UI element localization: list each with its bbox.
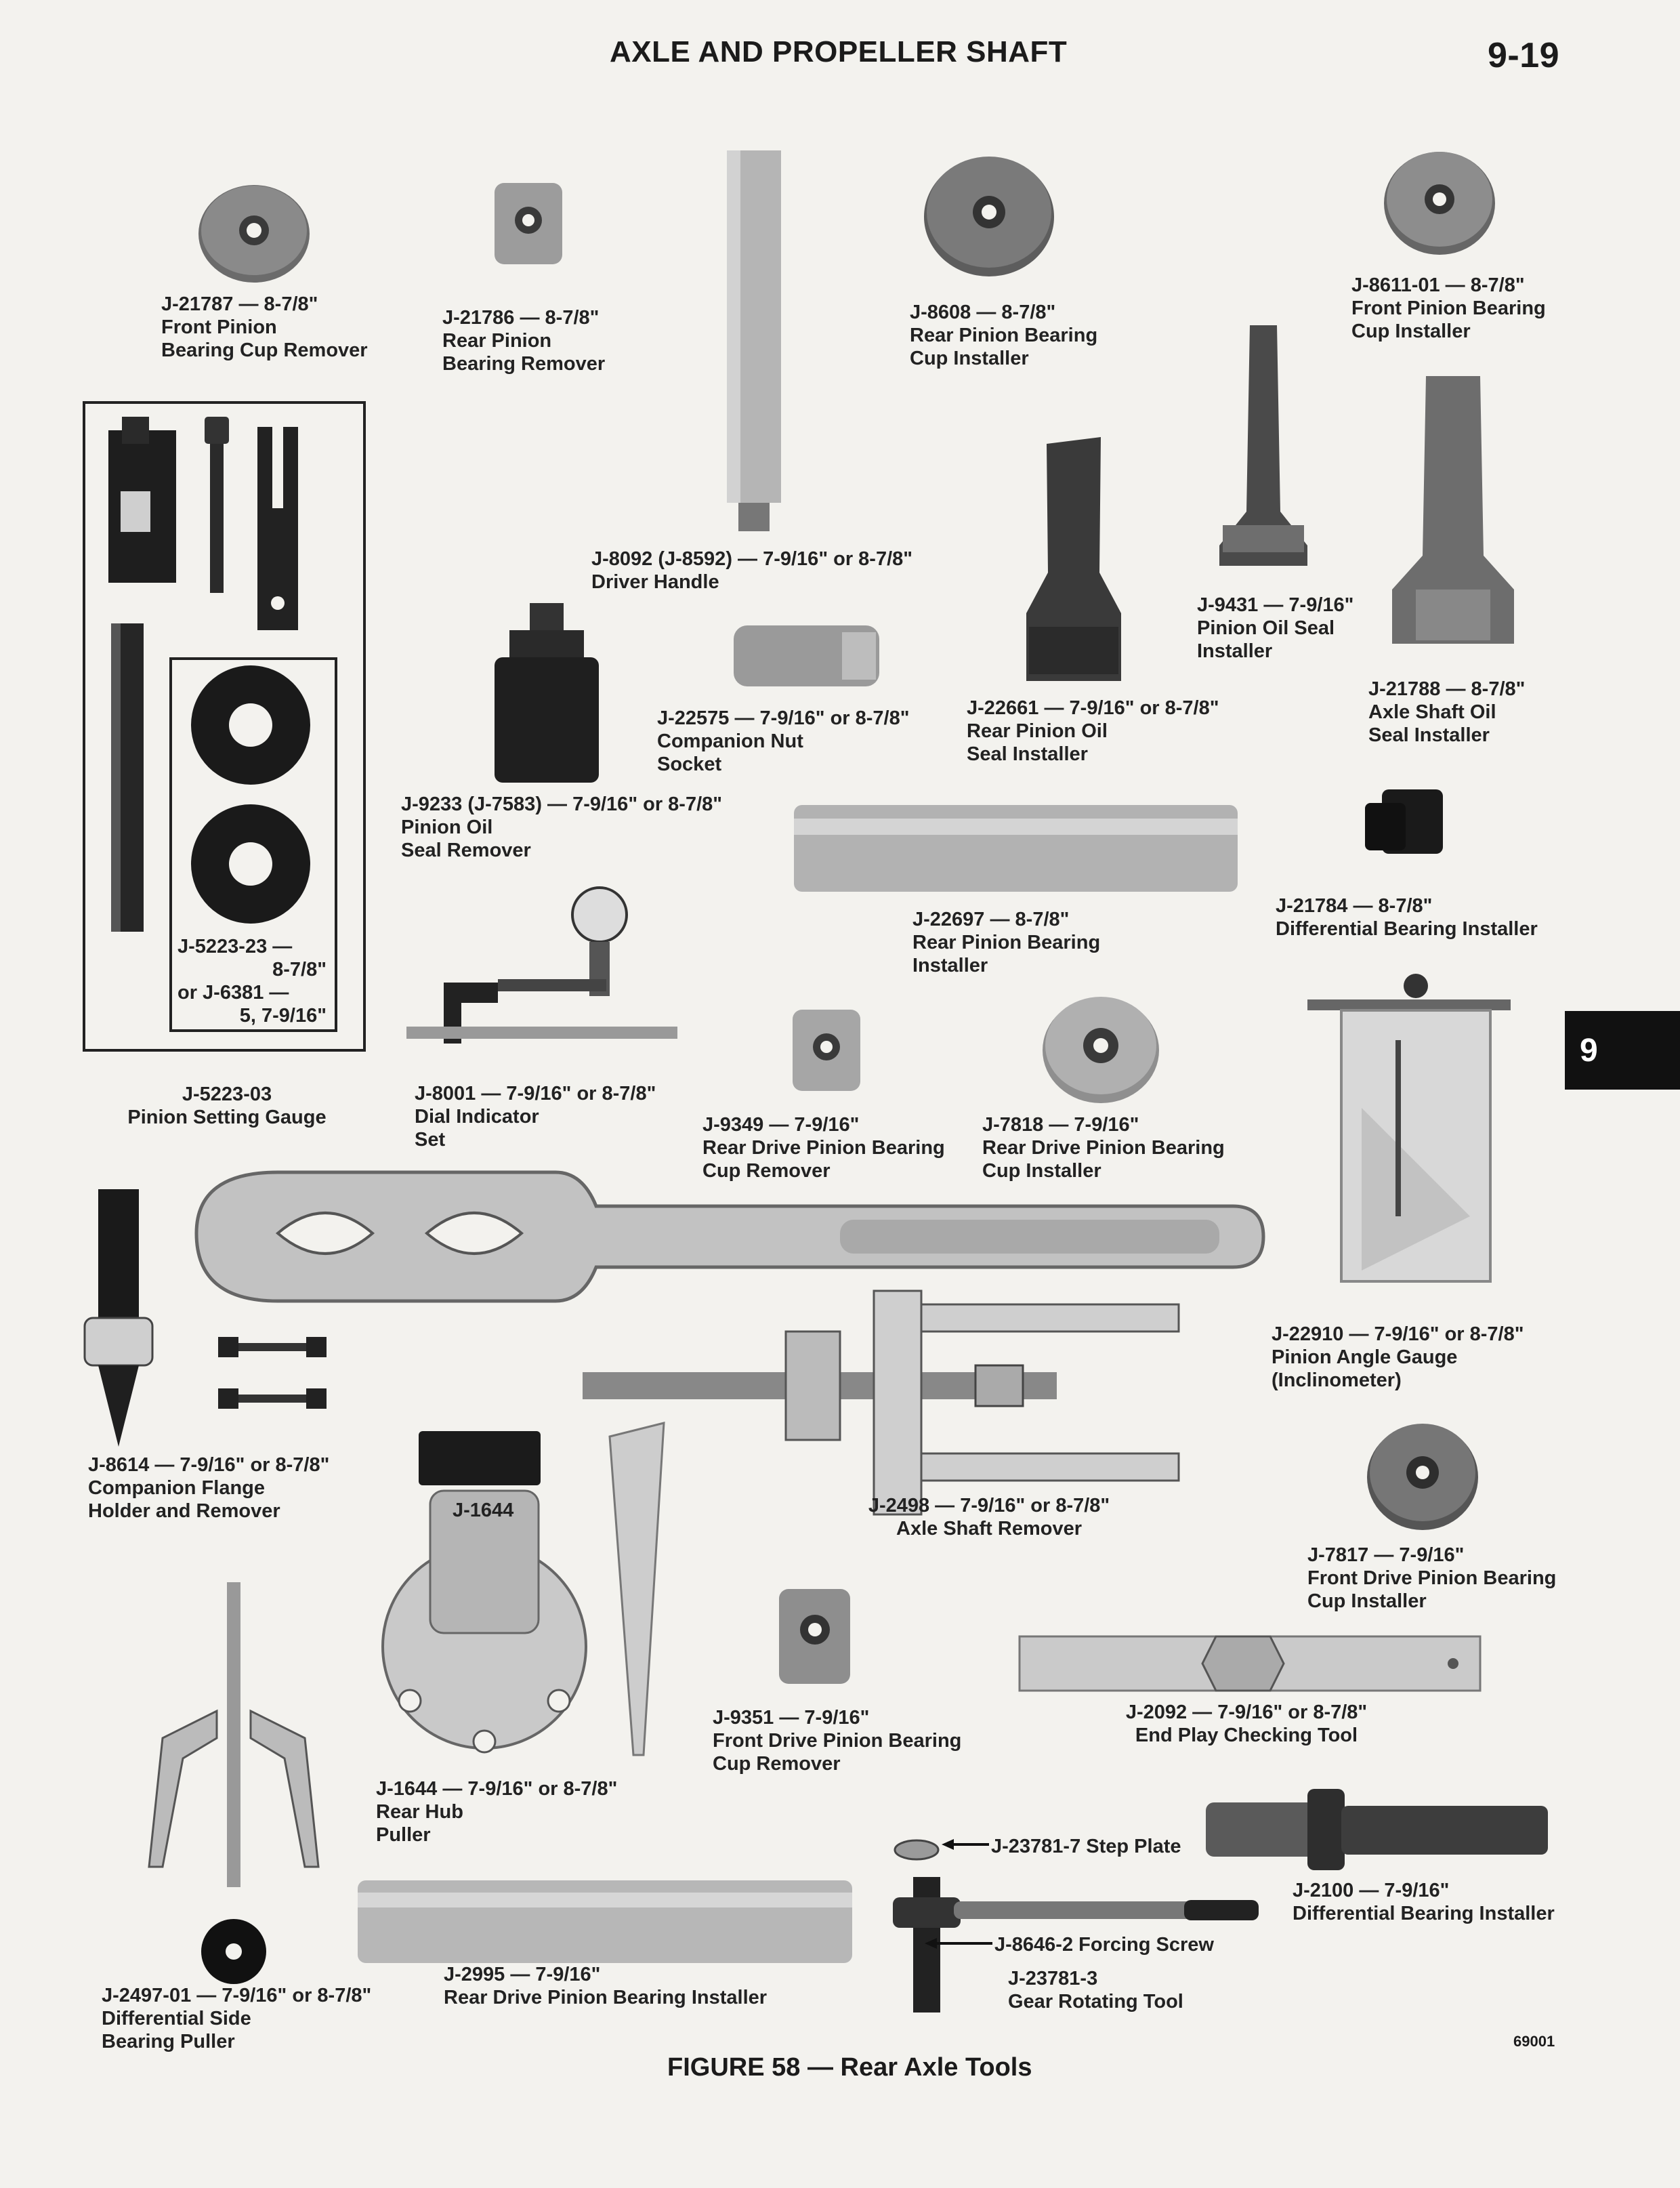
- step-plate-arrow: [942, 1838, 989, 1851]
- caption-j22697: J-22697 — 8-7/8" Rear Pinion Bearing Installer: [912, 909, 1101, 976]
- caption-j9351: J-9351 — 7-9/16" Front Drive Pinion Bearing Cup Remover: [713, 1707, 962, 1775]
- pinion-gauge-fork-image: [251, 427, 305, 630]
- flange-bolt-top-image: [218, 1334, 327, 1361]
- front-drive-cup-remover-image: [776, 1586, 854, 1687]
- axle-shaft-remover-image: [583, 1291, 1192, 1514]
- caption-j9349: J-9349 — 7-9/16" Rear Drive Pinion Bearing Cup Remover: [702, 1114, 945, 1182]
- differential-side-bearing-puller-image: [122, 1582, 345, 1989]
- pinion-oil-seal-installer-image: [1216, 322, 1311, 569]
- caption-j8614: J-8614 — 7-9/16" or 8-7/8" Companion Flange Holder and Remover: [88, 1454, 330, 1522]
- caption-j22575: J-22575 — 7-9/16" or 8-7/8" Companion Nut Socket: [657, 707, 910, 775]
- caption-j21788: J-21788 — 8-7/8" Axle Shaft Oil Seal Installer: [1368, 678, 1526, 746]
- caption-j8001: J-8001 — 7-9/16" or 8-7/8" Dial Indicator Set: [415, 1083, 656, 1151]
- rear-pinion-cup-installer-image: [921, 152, 1057, 278]
- caption-j22661: J-22661 — 7-9/16" or 8-7/8" Rear Pinion Oil Seal Installer: [967, 697, 1219, 765]
- section-tab: 9: [1565, 1011, 1680, 1090]
- caption-j7818: J-7818 — 7-9/16" Rear Drive Pinion Bearing Cup Installer: [982, 1114, 1225, 1182]
- pinion-angle-gauge-image: [1307, 972, 1511, 1291]
- caption-j9431: J-9431 — 7-9/16" Pinion Oil Seal Installer: [1197, 594, 1354, 662]
- pinion-gauge-disc-bottom-image: [190, 803, 312, 925]
- caption-j9233: J-9233 (J-7583) — 7-9/16" or 8-7/8" Pinion Oil Seal Remover: [401, 793, 723, 861]
- step-plate-image: [893, 1838, 940, 1861]
- caption-j237813: J-23781-3 Gear Rotating Tool: [1008, 1968, 1183, 2012]
- dial-indicator-set-image: [406, 884, 677, 1054]
- driver-handle-image: [723, 150, 784, 533]
- flange-bolt-bottom-image: [218, 1385, 327, 1412]
- front-pinion-cup-remover-image: [196, 183, 312, 285]
- caption-j21786: J-21786 — 8-7/8" Rear Pinion Bearing Remover: [442, 307, 606, 375]
- caption-j8608: J-8608 — 8-7/8" Rear Pinion Bearing Cup Installer: [910, 302, 1098, 369]
- caption-j7817: J-7817 — 7-9/16" Front Drive Pinion Bearing Cup Installer: [1307, 1544, 1557, 1612]
- end-play-checking-tool-image: [1020, 1630, 1480, 1697]
- caption-j249701: J-2497-01 — 7-9/16" or 8-7/8" Differential Side Bearing Puller: [102, 1985, 372, 2052]
- rear-drive-cup-installer-image: [1040, 993, 1162, 1105]
- front-drive-cup-installer-image: [1365, 1420, 1480, 1531]
- page-number: 9-19: [1488, 36, 1560, 75]
- caption-j522323: J-5223-23 — 8-7/8" or J-6381 — 5, 7-9/16": [177, 936, 327, 1027]
- figure-caption: FIGURE 58 — Rear Axle Tools: [667, 2053, 1032, 2082]
- pinion-gauge-block-image: [102, 417, 183, 583]
- rear-drive-cup-remover-image: [789, 1006, 864, 1094]
- pinion-oil-seal-remover-image: [489, 603, 604, 786]
- companion-flange-holder-image: [190, 1165, 1267, 1308]
- pinion-gauge-disc-top-image: [190, 664, 312, 786]
- rear-pinion-bearing-installer-image: [794, 805, 1238, 893]
- rear-pinion-bearing-remover-image: [491, 180, 566, 268]
- differential-bearing-installer-small-image: [1365, 789, 1450, 857]
- caption-j22910: J-22910 — 7-9/16" or 8-7/8" Pinion Angle Gauge (Inclinometer): [1272, 1323, 1524, 1391]
- axle-shaft-oil-seal-installer-image: [1389, 373, 1517, 651]
- pinion-gauge-pin-image: [202, 417, 232, 593]
- figure-code: 69001: [1513, 2033, 1555, 2050]
- caption-j21784: J-21784 — 8-7/8" Differential Bearing Installer: [1276, 895, 1538, 940]
- caption-j2100: J-2100 — 7-9/16" Differential Bearing Installer: [1293, 1880, 1555, 1924]
- tapered-bar-image: [610, 1423, 671, 1755]
- page-header-title: AXLE AND PROPELLER SHAFT: [610, 35, 1068, 68]
- caption-j2092: J-2092 — 7-9/16" or 8-7/8" End Play Checking Tool: [1125, 1701, 1368, 1746]
- pinion-gauge-rod-image: [107, 623, 148, 932]
- caption-j237817: J-23781-7 Step Plate: [991, 1836, 1181, 1857]
- caption-j21787: J-21787 — 8-7/8" Front Pinion Bearing Cup Remover: [161, 293, 368, 361]
- caption-j1644: J-1644: [453, 1500, 514, 1521]
- caption-j861101: J-8611-01 — 8-7/8" Front Pinion Bearing Cup Installer: [1351, 274, 1546, 342]
- rear-pinion-oil-seal-installer-image: [1020, 437, 1128, 688]
- companion-nut-socket-image: [730, 622, 883, 690]
- caption-j2995: J-2995 — 7-9/16" Rear Drive Pinion Bearing Installer: [444, 1964, 768, 2008]
- companion-flange-remover-screw-image: [78, 1189, 159, 1450]
- caption-j1644b: J-1644 — 7-9/16" or 8-7/8" Rear Hub Puller: [376, 1778, 618, 1846]
- rear-drive-pinion-bearing-installer-image: [358, 1880, 852, 1965]
- differential-bearing-installer-image: [1206, 1789, 1548, 1870]
- caption-j86462: J-8646-2 Forcing Screw: [994, 1934, 1214, 1956]
- caption-j522303: J-5223-03 Pinion Setting Gauge: [127, 1083, 327, 1128]
- caption-j2498: J-2498 — 7-9/16" or 8-7/8" Axle Shaft Remover: [868, 1495, 1110, 1540]
- forcing-screw-arrow: [925, 1937, 992, 1950]
- front-pinion-cup-installer-image: [1382, 148, 1497, 256]
- caption-j8092: J-8092 (J-8592) — 7-9/16" or 8-7/8" Driver Handle: [591, 548, 913, 593]
